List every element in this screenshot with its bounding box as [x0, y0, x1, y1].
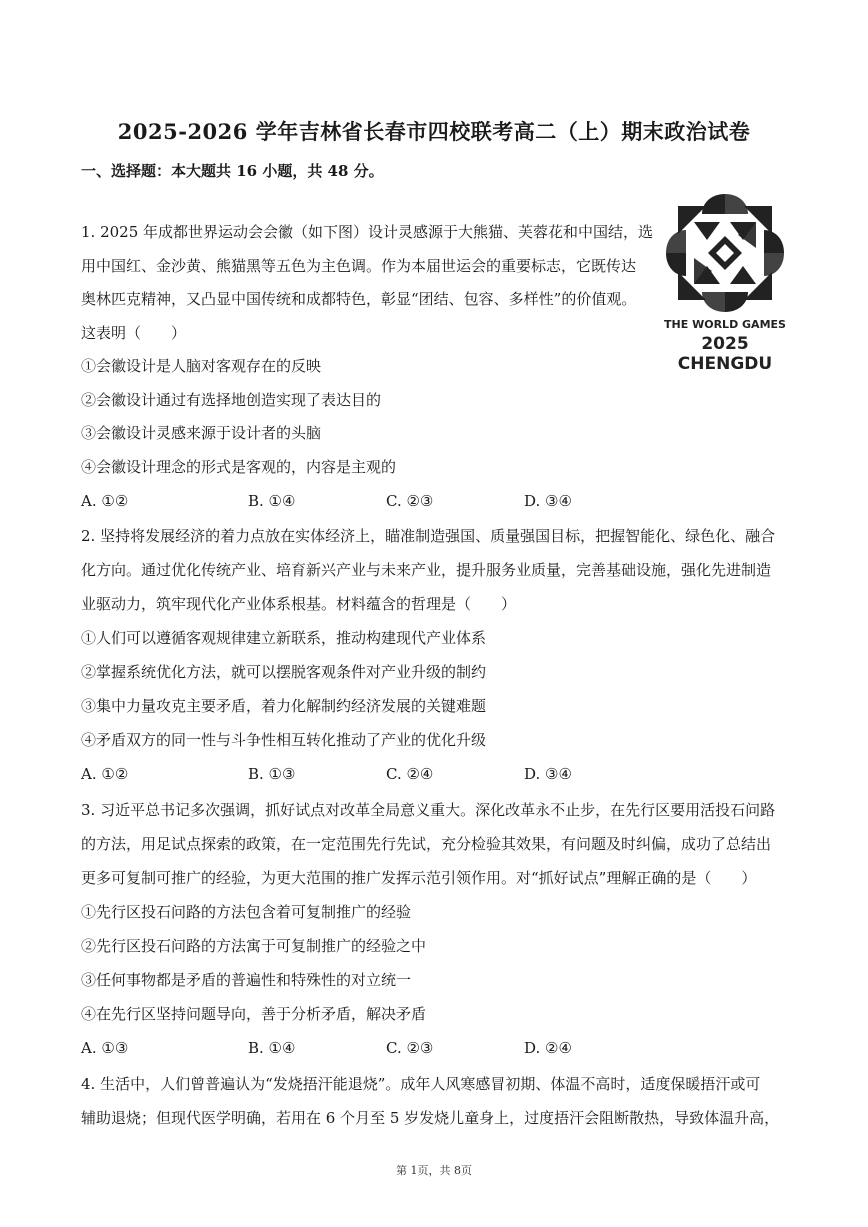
q2-line: 业驱动力，筑牢现代化产业体系根基。材料蕴含的哲理是（ ）: [81, 595, 517, 613]
q1-line: 奥林匹克精神，又凸显中国传统和成都特色，彰显“团结、包容、多样性”的价值观。: [81, 290, 637, 308]
q1-line: 用中国红、金沙黄、熊猫黑等五色为主色调。作为本届世运会的重要标志，它既传达: [81, 257, 637, 275]
logo-line1: THE WORLD GAMES: [664, 318, 786, 331]
option-c: C. ②③: [386, 492, 434, 510]
option-b: B. ①④: [248, 1039, 296, 1057]
q2-line: 化方向。通过优化传统产业、培育新兴产业与未来产业，提升服务业质量，完善基础设施，强化先进制造: [81, 561, 772, 579]
world-games-logo: [660, 188, 790, 374]
q1-line: 这表明（ ）: [81, 324, 187, 342]
page-title: 2025-2026 学年吉林省长春市四校联考高二（上）期末政治试卷: [117, 119, 751, 144]
option-c: C. ②③: [386, 1039, 434, 1057]
option-a: A. ①②: [81, 492, 129, 510]
q1-item: ③会徽设计灵感来源于设计者的头脑: [81, 424, 322, 442]
page-footer: 第 1页，共 8页: [396, 1164, 472, 1177]
section-heading: 一、选择题：本大题共 16 小题，共 48 分。: [81, 162, 384, 180]
option-d: D. ②④: [524, 1039, 572, 1057]
option-d: D. ③④: [524, 765, 572, 783]
q3-item: ③任何事物都是矛盾的普遍性和特殊性的对立统一: [81, 971, 412, 989]
logo-line2: 2025 CHENGDU: [677, 334, 773, 374]
q1-line: 1. 2025 年成都世界运动会会徽（如下图）设计灵感源于大熊猫、芙蓉花和中国结，选: [81, 223, 654, 241]
q4-line: 4. 生活中，人们曾普遍认为“发烧捂汗能退烧”。成年人风寒感冒初期、体温不高时，适度保暖捂汗或可: [81, 1075, 761, 1093]
q2-item: ③集中力量攻克主要矛盾，着力化解制约经济发展的关键难题: [81, 697, 487, 715]
q3-line: 的方法，用足试点探索的政策，在一定范围先行先试，充分检验其效果，有问题及时纠偏，成功了总结出: [81, 835, 772, 853]
q3-item: ①先行区投石问路的方法包含着可复制推广的经验: [81, 903, 412, 921]
option-d: D. ③④: [524, 492, 572, 510]
q4-line: 辅助退烧；但现代医学明确，若用在 6 个月至 5 岁发烧儿童身上，过度捂汗会阻断散热，导致体温升高，: [81, 1109, 780, 1127]
q2-item: ②掌握系统优化方法，就可以摆脱客观条件对产业升级的制约: [81, 663, 487, 681]
q1-item: ①会徽设计是人脑对客观存在的反映: [81, 357, 322, 375]
option-a: A. ①②: [81, 765, 129, 783]
q3-line: 更多可复制可推广的经验，为更大范围的推广发挥示范引领作用。对“抓好试点”理解正确的是（ ）: [81, 869, 757, 887]
q3-item: ②先行区投石问路的方法寓于可复制推广的经验之中: [81, 937, 427, 955]
option-a: A. ①③: [81, 1039, 129, 1057]
q2-item: ④矛盾双方的同一性与斗争性相互转化推动了产业的优化升级: [81, 731, 487, 749]
q1-item: ④会徽设计理念的形式是客观的，内容是主观的: [81, 458, 397, 476]
q3-line: 3. 习近平总书记多次强调，抓好试点对改革全局意义重大。深化改革永不止步，在先行区要用活投石问路: [81, 801, 776, 819]
q1-item: ②会徽设计通过有选择地创造实现了表达目的: [81, 391, 382, 409]
q3-item: ④在先行区坚持问题导向，善于分析矛盾，解决矛盾: [81, 1005, 427, 1023]
option-b: B. ①④: [248, 492, 296, 510]
logo-emblem-icon: [660, 188, 790, 318]
option-b: B. ①③: [248, 765, 296, 783]
q2-line: 2. 坚持将发展经济的着力点放在实体经济上，瞄准制造强国、质量强国目标，把握智能化、绿色化、融合: [81, 527, 776, 545]
option-c: C. ②④: [386, 765, 434, 783]
q2-item: ①人们可以遵循客观规律建立新联系，推动构建现代产业体系: [81, 629, 487, 647]
